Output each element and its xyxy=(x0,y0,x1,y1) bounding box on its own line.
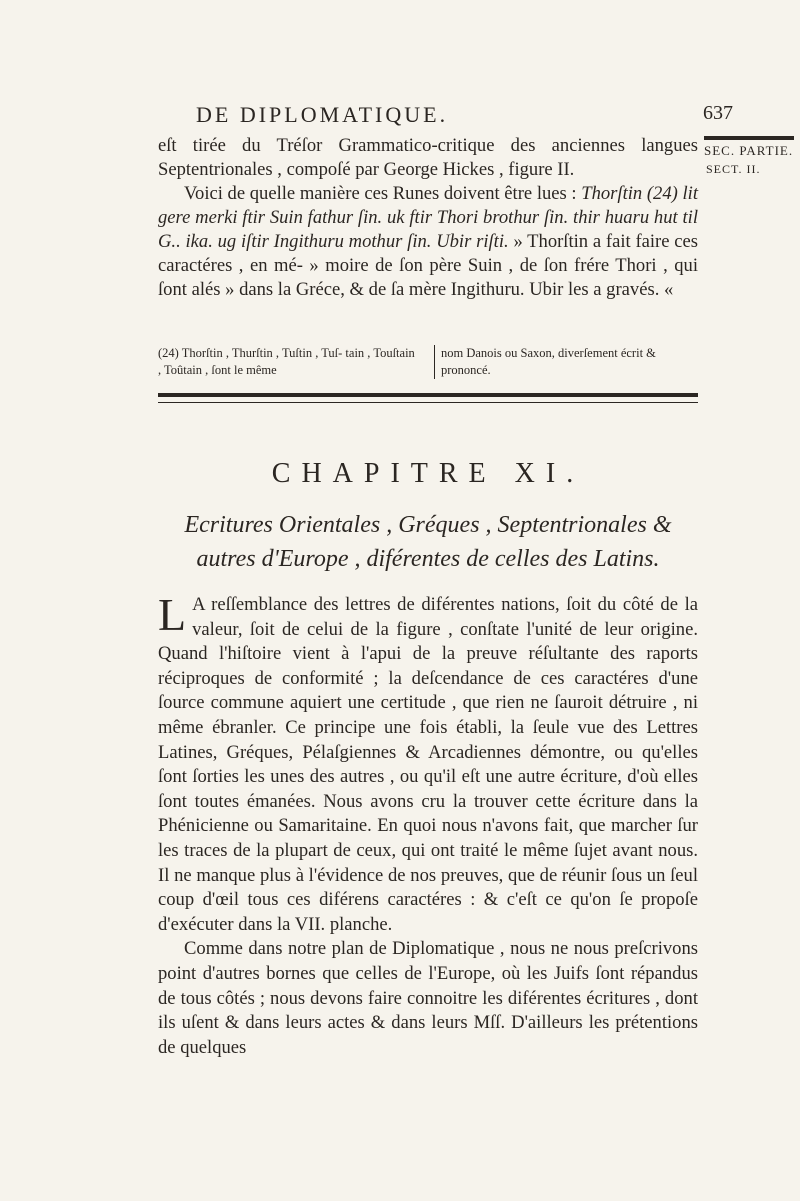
main-text-block xyxy=(158,589,698,1060)
side-heading-rule xyxy=(704,136,794,140)
chapter-title: CHAPITRE XI. xyxy=(271,458,585,489)
running-head xyxy=(158,102,798,130)
runes-intro: Voici de quelle manière ces Runes doivent être lues : xyxy=(184,183,577,204)
side-heading xyxy=(704,136,794,178)
drop-cap: L xyxy=(158,589,187,640)
paragraph-main-1 xyxy=(158,589,698,937)
paragraph-main-1-text: A reſſemblance des lettres de diférentes nations, ſoit du côté de la valeur, ſoit de celui de la figure , conſtate l'unité de leur origine. Quand l'hiſtoire vient à l'apui de la preuve réſultante des raports réciproques de conformité ; la deſcendance de ces caractéres d'une ſource commune aquiert une certitude , que rien ne ſauroit détruire , ni même ébranler. Ce principe une fois établi, la ſeule vue des Lettres Latines, Gréques, Pélaſgiennes & Arcadiennes démontre, ou qu'elles ſont ſorties les unes des autres , ou qu'il eſt une autre écriture, d'où elles ſont toutes émanées. Nous avons cru la trouver cette écriture dans la Phénicienne ou Samaritaine. En quoi nous n'avons fait, que marcher ſur les traces de la plupart de ceux, qui ont traité le même ſujet avant nous. Il ne manque plus à l'évidence de nos preuves, que de réunir ſous un ſeul coup d'œil tous ces diférens caractéres : & c'eſt ce qu'on ſe propoſe d'exécuter dans la VII. planche. xyxy=(158,594,698,935)
side-heading-part: SEC. PARTIE. xyxy=(704,143,794,158)
paragraph-main-2: Comme dans notre plan de Diplomatique , nous ne nous preſcrivons point d'autres bornes que celles de l'Europe, où les Juifs ſont répandus de tous côtés ; nous devons faire connoitre les diférentes écritures , dont ils uſent & dans leurs actes & dans leurs Mſſ. D'ailleurs les prétentions de quelques xyxy=(158,938,698,1058)
footnote-left: (24) Thorſtin , Thurſtin , Tuſtin , Tuſ- tain , Touſtain , Toûtain , ſont le même xyxy=(158,346,415,377)
top-text-block xyxy=(158,134,698,302)
runes-transcription: Thorſtin (24) lit gere merki ftir Suin fathur ſin. uk ftir Thori brothur ſin. thir huaru hut til G.. ika. ug iſtir Ingithuru mothur ſin. Ubir riſti. xyxy=(158,183,698,252)
chapter-subtitle: Ecritures Orientales , Gréques , Septentrionales & autres d'Europe , diférentes de celles des Latins. xyxy=(184,512,672,572)
page-number: 637 xyxy=(703,102,733,124)
side-heading-section: SECT. II. xyxy=(706,162,761,176)
running-head-title: DE DIPLOMATIQUE. xyxy=(196,102,449,127)
ornamental-rule xyxy=(158,393,698,403)
footnote-right: nom Danois ou Saxon, diverſement écrit & prononcé. xyxy=(434,345,698,379)
runes-translation: » Thorſtin a fait faire ces caractéres , en mé- » moire de ſon père Suin , de ſon frére Thori , qui ſont alés » dans la Gréce, & de ſa mère Ingithuru. Ubir les a gravés. « xyxy=(158,231,699,300)
paragraph-top-2 xyxy=(158,182,698,302)
paragraph-top-1: eſt tirée du Tréſor Grammatico-critique des anciennes langues Septentrionales , compoſé par George Hickes , figure II. xyxy=(158,135,698,180)
